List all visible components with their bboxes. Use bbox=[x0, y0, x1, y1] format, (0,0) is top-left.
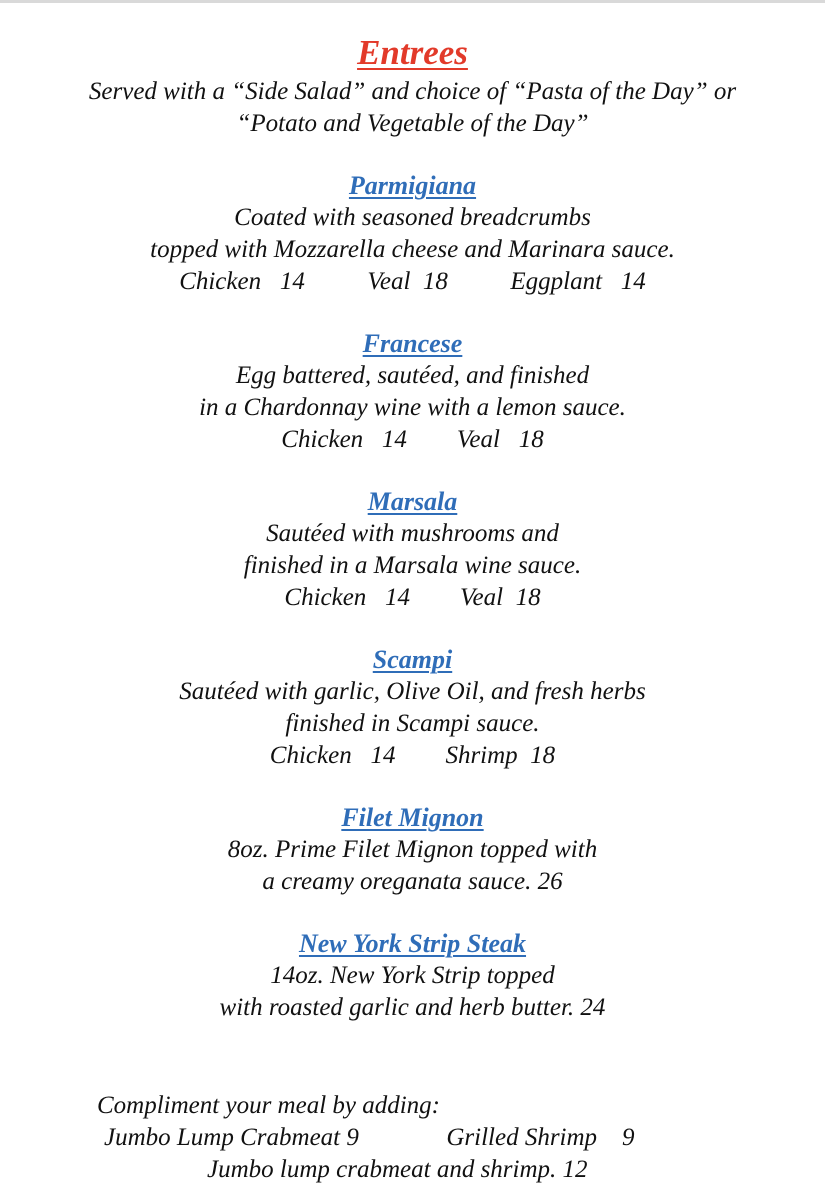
dish-prices: Chicken 14 Veal 18 bbox=[284, 584, 541, 611]
dish-description: Egg battered, sautéed, and finished bbox=[235, 362, 590, 389]
intro-line-1: Served with a “Side Salad” and choice of “Pasta of the Day” or bbox=[88, 78, 737, 105]
intro-line-2: “Potato and Vegetable of the Day” bbox=[236, 110, 589, 137]
addons-section bbox=[0, 1090, 825, 1186]
dish-name: Francese bbox=[362, 329, 463, 358]
dish-filet-mignon bbox=[0, 802, 825, 898]
dish-description: with roasted garlic and herb butter. 24 bbox=[219, 994, 606, 1021]
dish-prices: Chicken 14 Shrimp 18 bbox=[269, 742, 556, 769]
addons-row: Jumbo Lump Crabmeat 9 Grilled Shrimp 9 bbox=[104, 1124, 635, 1151]
dish-description: in a Chardonnay wine with a lemon sauce. bbox=[199, 394, 626, 421]
dish-scampi bbox=[0, 644, 825, 772]
dish-description: topped with Mozzarella cheese and Marinara sauce. bbox=[150, 236, 675, 263]
dish-prices: Chicken 14 Veal 18 Eggplant 14 bbox=[179, 268, 646, 295]
dish-name: Filet Mignon bbox=[341, 803, 484, 832]
dish-description: finished in a Marsala wine sauce. bbox=[243, 552, 582, 579]
dish-description: a creamy oreganata sauce. 26 bbox=[262, 868, 563, 895]
dish-name: Parmigiana bbox=[348, 171, 477, 200]
dish-parmigiana bbox=[0, 170, 825, 298]
addons-combo: Jumbo lump crabmeat and shrimp. 12 bbox=[207, 1156, 588, 1183]
dish-new-york-strip-steak bbox=[0, 928, 825, 1024]
dish-francese bbox=[0, 328, 825, 456]
addons-title: Compliment your meal by adding: bbox=[97, 1092, 441, 1119]
dish-description: Sautéed with garlic, Olive Oil, and fresh herbs bbox=[179, 678, 646, 705]
dish-name: Scampi bbox=[372, 645, 453, 674]
entrees-menu bbox=[0, 30, 825, 1024]
dish-description: 8oz. Prime Filet Mignon topped with bbox=[227, 836, 598, 863]
dish-marsala bbox=[0, 486, 825, 614]
dish-description: finished in Scampi sauce. bbox=[285, 710, 540, 737]
dish-description: Sautéed with mushrooms and bbox=[266, 520, 559, 547]
dish-name: New York Strip Steak bbox=[298, 929, 527, 958]
dish-name: Marsala bbox=[367, 487, 458, 516]
dish-description: 14oz. New York Strip topped bbox=[270, 962, 555, 989]
page-title: Entrees bbox=[357, 33, 468, 72]
dish-prices: Chicken 14 Veal 18 bbox=[281, 426, 544, 453]
top-divider bbox=[0, 0, 825, 3]
dish-description: Coated with seasoned breadcrumbs bbox=[234, 204, 591, 231]
